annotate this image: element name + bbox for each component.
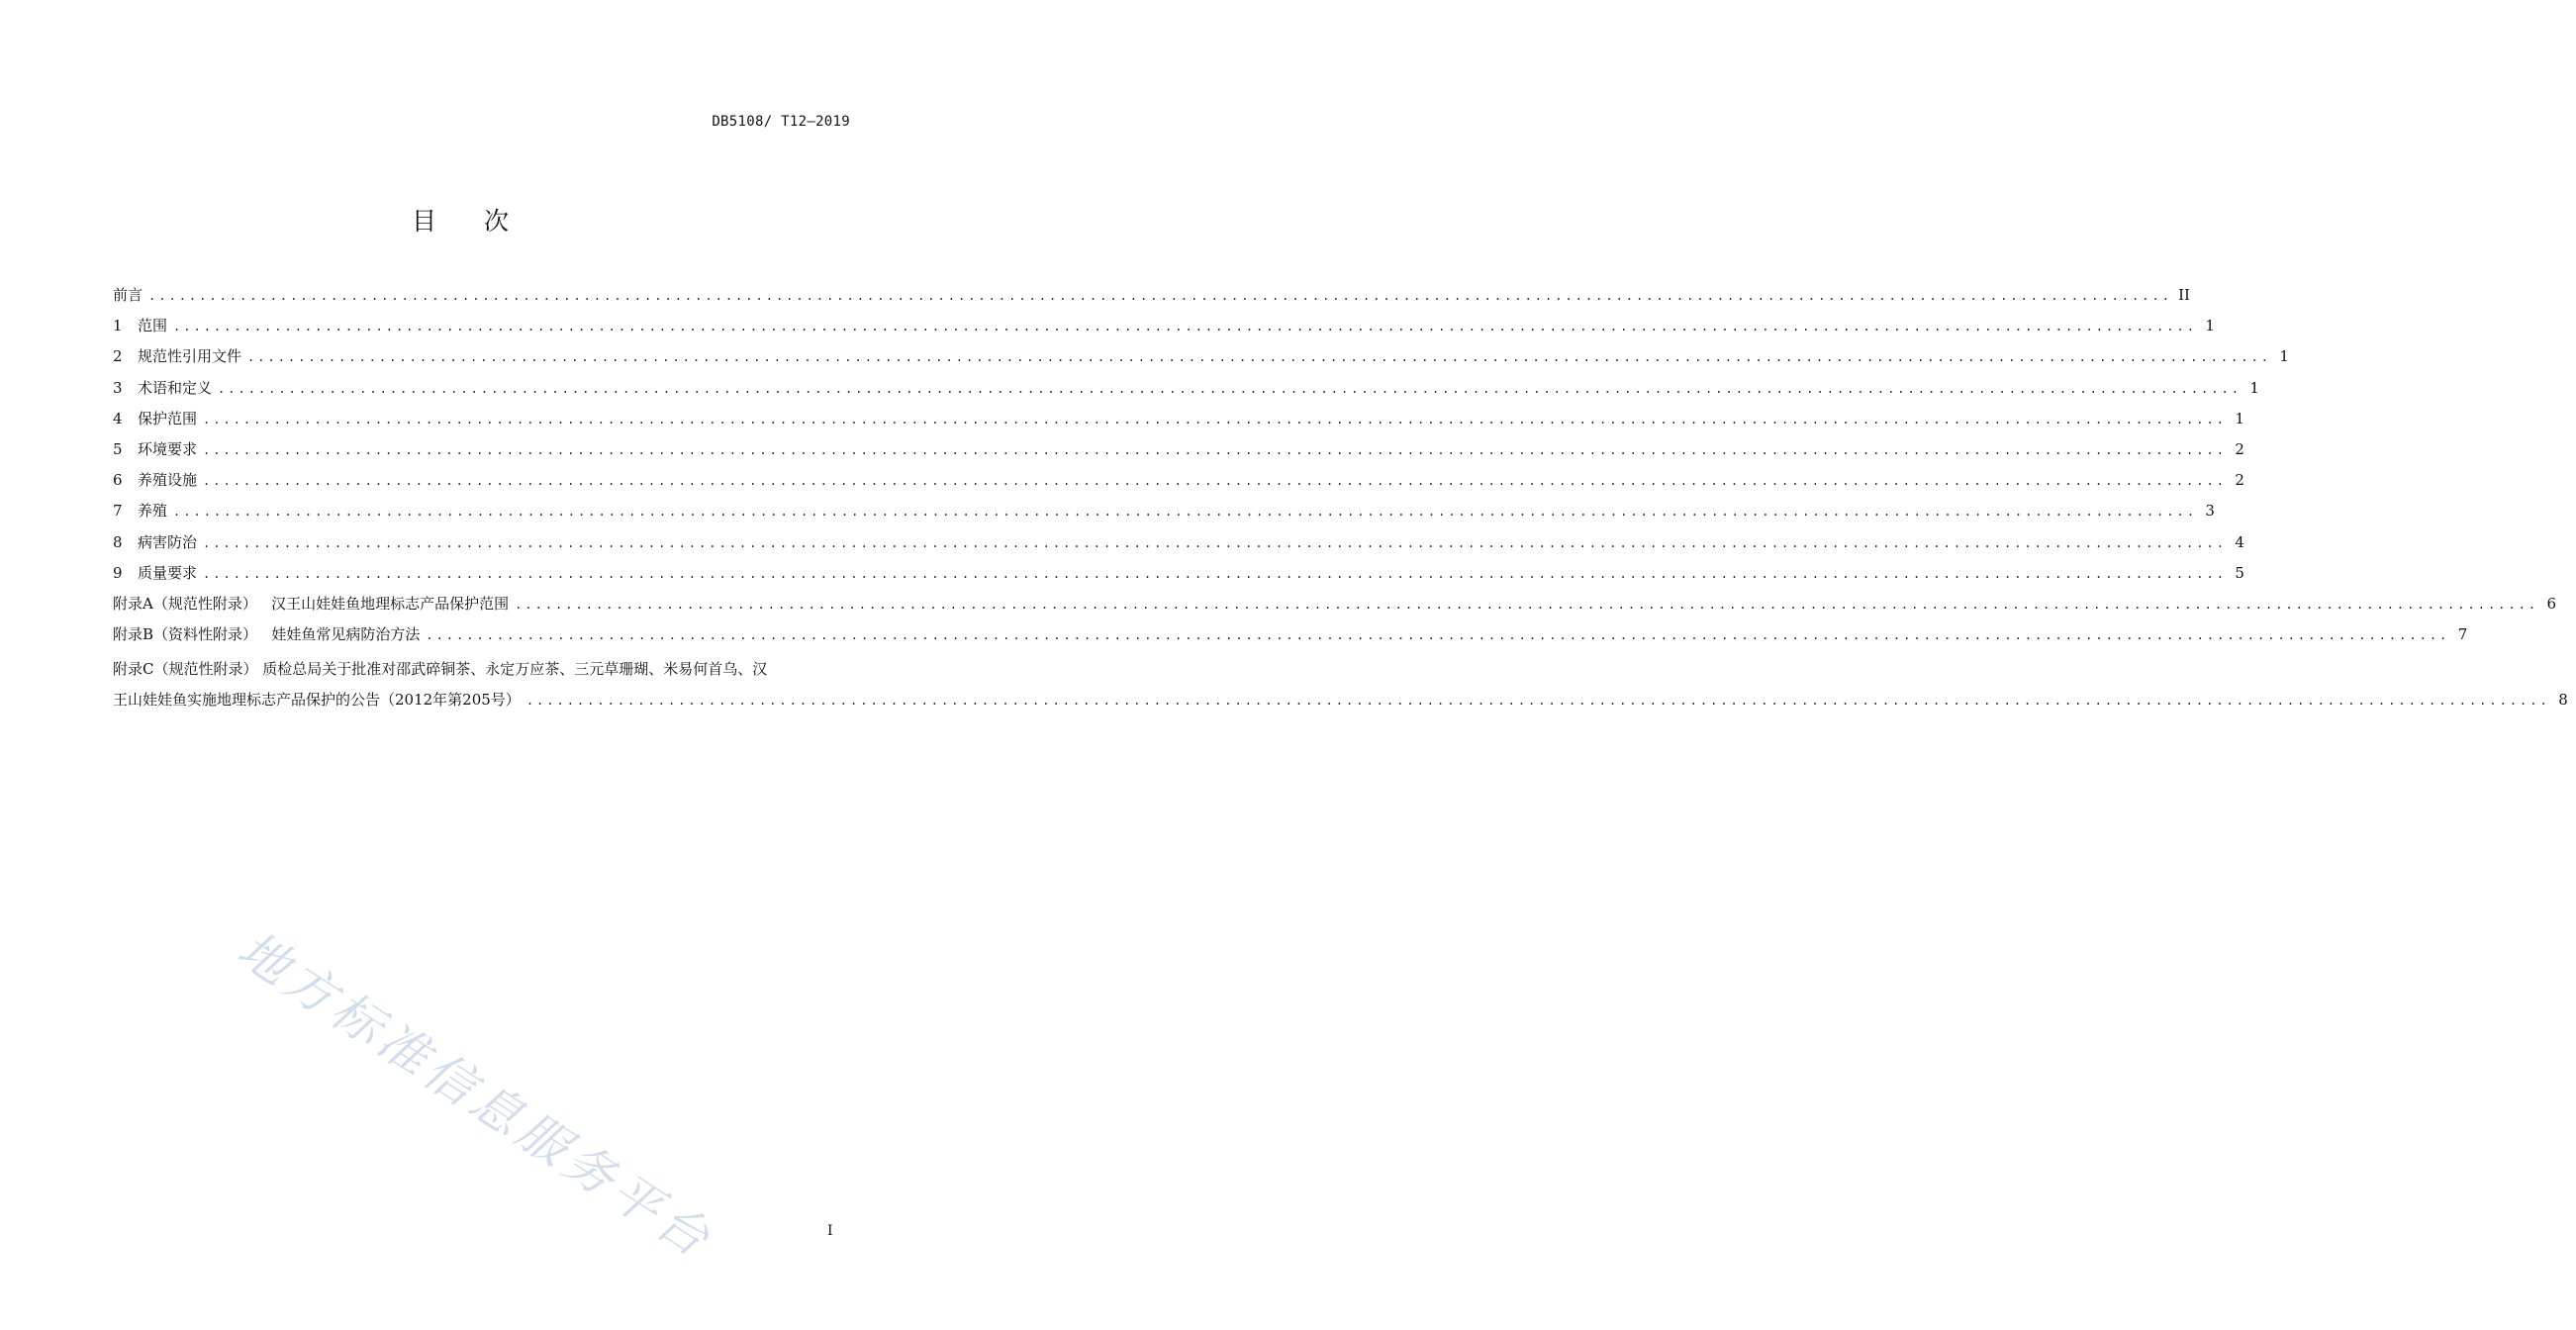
- toc-entry-number: 3: [113, 378, 123, 397]
- toc-entry-number: 7: [113, 502, 123, 521]
- toc-appendix-entry[interactable]: [113, 623, 2468, 654]
- toc-leader-dots: ........................................................................................................................................................................................................: [203, 474, 2227, 489]
- toc-entry[interactable]: [113, 469, 2244, 500]
- toc-entry-page: 1: [2235, 409, 2244, 428]
- page-title: 目 次: [412, 207, 528, 236]
- toc-entry-label: 范围: [138, 317, 168, 335]
- toc-entry[interactable]: [113, 315, 2215, 345]
- toc-entry-page: 8: [2558, 691, 2568, 710]
- toc-entry-label: 养殖: [138, 502, 168, 521]
- toc-entry[interactable]: [113, 377, 2259, 408]
- toc-leader-dots: ........................................................................................................................................................................................................: [525, 694, 2550, 709]
- toc-entry-label: 保护范围: [138, 409, 198, 428]
- toc-entry-label: 质量要求: [138, 563, 198, 582]
- toc-entry-page: 2: [2235, 471, 2244, 490]
- toc-entry-number: 5: [113, 439, 123, 458]
- document-code: DB5108/ T12—2019: [712, 114, 850, 130]
- toc-entry[interactable]: [113, 284, 2190, 315]
- toc-leader-dots: ........................................................................................................................................................................................................: [203, 412, 2227, 427]
- toc-entry-label: 附录B（资料性附录） 娃娃鱼常见病防治方法: [113, 625, 421, 644]
- toc-entry-page: 7: [2457, 625, 2468, 644]
- toc-entry-page: 5: [2235, 563, 2244, 582]
- toc-entry-label: 前言: [113, 286, 143, 304]
- toc-entry-page: 1: [2279, 347, 2289, 366]
- toc-entry-page: 2: [2235, 439, 2244, 458]
- toc-leader-dots: ........................................................................................................................................................................................................: [148, 289, 2172, 303]
- toc-entry-label-line2: 王山娃娃鱼实施地理标志产品保护的公告（2012年第205号）: [113, 691, 521, 710]
- toc-entry-number: 6: [113, 471, 123, 490]
- watermark: 地方标准信息服务平台: [228, 920, 724, 1271]
- toc-entry-page: 3: [2205, 502, 2215, 521]
- toc-entry-label: 附录A（规范性附录） 汉王山娃娃鱼地理标志产品保护范围: [113, 594, 510, 613]
- toc-leader-dots: ........................................................................................................................................................................................................: [218, 381, 2242, 396]
- toc-entry[interactable]: [113, 562, 2244, 593]
- toc-appendix-entry[interactable]: [113, 654, 2568, 716]
- toc-entry-page: 1: [2205, 317, 2215, 335]
- toc-entry-number: 2: [113, 347, 123, 366]
- toc-entry-label: 环境要求: [138, 439, 198, 458]
- toc-entry-number: 8: [113, 532, 123, 551]
- toc-entry-page: 1: [2249, 378, 2259, 397]
- toc-entry[interactable]: [113, 408, 2244, 438]
- toc-entry[interactable]: [113, 500, 2215, 530]
- page-number: I: [827, 1223, 833, 1239]
- toc-leader-dots: ........................................................................................................................................................................................................: [515, 597, 2539, 612]
- toc-leader-dots: ........................................................................................................................................................................................................: [203, 535, 2227, 550]
- toc-entry-number: 1: [113, 317, 123, 335]
- toc-entry-page: 6: [2546, 594, 2557, 613]
- toc-entry-page: II: [2178, 286, 2190, 304]
- toc-entry-page: 4: [2235, 532, 2244, 551]
- toc-entry[interactable]: [113, 438, 2244, 469]
- toc-entry-number: 4: [113, 409, 123, 428]
- table-of-contents: [113, 284, 2568, 716]
- toc-entry-label: 术语和定义: [138, 378, 213, 397]
- toc-entry-number: 9: [113, 563, 123, 582]
- toc-appendix-entry[interactable]: [113, 593, 2557, 623]
- toc-leader-dots: ........................................................................................................................................................................................................: [426, 628, 2450, 643]
- toc-entry[interactable]: [113, 345, 2289, 376]
- toc-entry-label: 养殖设施: [138, 471, 198, 490]
- toc-entry[interactable]: [113, 531, 2244, 562]
- toc-leader-dots: ........................................................................................................................................................................................................: [173, 320, 2197, 334]
- toc-leader-dots: ........................................................................................................................................................................................................: [203, 566, 2227, 581]
- toc-entry-label-line1: 附录C（规范性附录） 质检总局关于批准对邵武碎铜茶、永定万应茶、三元草珊瑚、米易何首乌、汉: [113, 660, 768, 679]
- toc-leader-dots: ........................................................................................................................................................................................................: [203, 442, 2227, 457]
- toc-entry-label: 规范性引用文件: [138, 347, 242, 366]
- toc-entry-label: 病害防治: [138, 532, 198, 551]
- toc-leader-dots: ........................................................................................................................................................................................................: [247, 350, 2271, 365]
- toc-leader-dots: ........................................................................................................................................................................................................: [173, 505, 2197, 520]
